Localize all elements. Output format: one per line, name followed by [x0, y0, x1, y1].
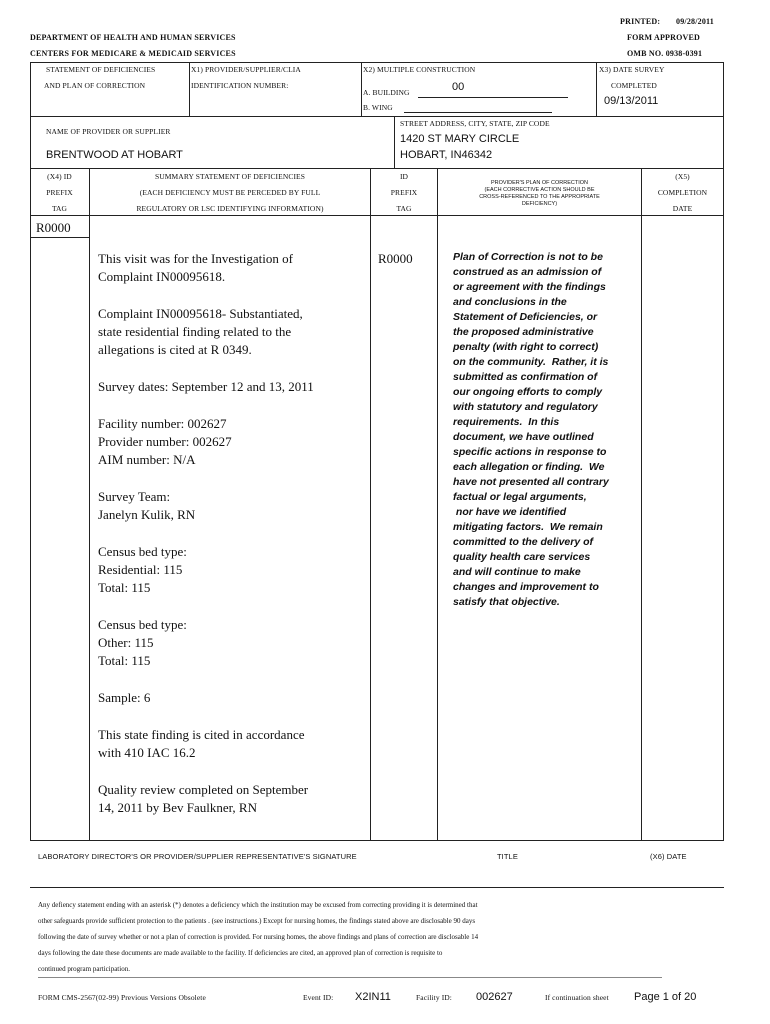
plan-of-correction — [453, 250, 638, 610]
x5-header-1: (X5) — [675, 172, 690, 181]
disclaimer-line: Any defiency statement ending with an asterisk (*) denotes a deficiency which the institution may be excused from correcting providing it is determined that — [38, 901, 478, 909]
summary-line: state residential finding related to the — [98, 324, 292, 339]
summary-line: This visit was for the Investigation of — [98, 251, 293, 266]
facility-label: Facility ID: — [416, 993, 452, 1002]
signature-label: LABORATORY DIRECTOR'S OR PROVIDER/SUPPLIER REPRESENTATIVE'S SIGNATURE — [38, 852, 357, 861]
centers-name: CENTERS FOR MEDICARE & MEDICAID SERVICES — [30, 49, 236, 58]
statement-label-2: AND PLAN OF CORRECTION — [44, 81, 146, 90]
summary-line: Provider number: 002627 — [98, 434, 232, 449]
plan-line: our ongoing efforts to comply — [453, 386, 603, 398]
provider-name-label: NAME OF PROVIDER OR SUPPLIER — [46, 127, 171, 136]
summary-line: Quality review completed on September — [98, 782, 309, 797]
summary-statement — [98, 250, 368, 836]
plan-line: on the community. Rather, it is — [453, 356, 609, 368]
summary-paragraph — [98, 415, 368, 469]
plan-line: with statutory and regulatory — [453, 401, 598, 413]
summary-line: Complaint IN00095618- Substantiated, — [98, 306, 303, 321]
wing-label: B. WING — [363, 103, 393, 112]
plan-line: specific actions in response to — [453, 446, 607, 458]
plan-line: submitted as confirmation of — [453, 371, 598, 383]
continuation-label: If continuation sheet — [545, 993, 609, 1002]
summary-paragraph — [98, 250, 368, 286]
summary-line: Census bed type: — [98, 544, 187, 559]
x5-header-3: DATE — [672, 204, 693, 213]
form-number: FORM CMS-2567(02-99) Previous Versions Obsolete — [38, 993, 206, 1002]
summary-line: Residential: 115 — [98, 562, 183, 577]
plan-line: committed to the delivery of — [453, 536, 594, 548]
summary-line: Survey dates: September 12 and 13, 2011 — [98, 379, 314, 394]
address-line-1: 1420 ST MARY CIRCLE — [400, 133, 520, 145]
x4-header-2: PREFIX — [46, 188, 73, 197]
x5-header-2: COMPLETION — [657, 188, 708, 197]
plan-line: requirements. In this — [453, 416, 560, 428]
building-value: 00 — [452, 81, 465, 93]
address-line-2: HOBART, IN46342 — [400, 149, 493, 161]
plan-line: Plan of Correction is not to be — [453, 251, 603, 263]
x6-date-label: (X6) DATE — [650, 852, 687, 861]
disclaimer-line: continued program participation. — [38, 965, 130, 973]
event-id: X2IN11 — [355, 991, 391, 1003]
department-name: DEPARTMENT OF HEALTH AND HUMAN SERVICES — [30, 33, 236, 42]
event-label: Event ID: — [303, 993, 334, 1002]
id-header-1: ID — [399, 172, 409, 181]
summary-line: Other: 115 — [98, 635, 154, 650]
summary-line: Facility number: 002627 — [98, 416, 227, 431]
plan-line: and will continue to make — [453, 566, 581, 578]
id-header-3: TAG — [396, 204, 412, 213]
disclaimer-line: other safeguards provide sufficient protection to the patients . (see instructions.) Except for nursing homes, the findings stated above are disclosable 90 days — [38, 917, 476, 925]
x3-label-2: COMPLETED — [611, 81, 657, 90]
plan-line: penalty (with right to correct) — [453, 341, 599, 353]
plan-line: document, we have outlined — [453, 431, 594, 443]
summary-line: Total: 115 — [98, 580, 151, 595]
summary-line: allegations is cited at R 0349. — [98, 342, 252, 357]
summary-paragraph — [98, 689, 368, 707]
summary-paragraph — [98, 543, 368, 597]
left-tag: R0000 — [36, 220, 71, 235]
x4-header-1: (X4) ID — [47, 172, 72, 181]
summary-paragraph — [98, 378, 368, 396]
plan-line: factual or legal arguments, — [453, 491, 587, 503]
title-label: TITLE — [497, 852, 518, 861]
disclaimer-line: following the date of survey whether or not a plan of correction is provided. For nursing homes, the above findings and plans of correction are disclosable 14 — [38, 933, 479, 941]
summary-header-1: SUMMARY STATEMENT OF DEFICIENCIES — [154, 172, 305, 181]
summary-paragraph — [98, 488, 368, 524]
building-label: A. BUILDING — [363, 88, 410, 97]
plan-line: or agreement with the findings — [453, 281, 606, 293]
disclaimer-line: days following the date these documents are made available to the facility. If deficiencies are cited, an approved plan of correction is requisite to — [38, 949, 443, 957]
summary-line: Census bed type: — [98, 617, 187, 632]
summary-line: 14, 2011 by Bev Faulkner, RN — [98, 800, 257, 815]
x1-label-2: IDENTIFICATION NUMBER: — [191, 81, 289, 90]
right-tag: R0000 — [378, 251, 413, 266]
plan-line: mitigating factors. We remain — [453, 521, 603, 533]
summary-paragraph — [98, 781, 368, 817]
summary-line: Complaint IN00095618. — [98, 269, 226, 284]
plan-line: Statement of Deficiencies, or — [453, 311, 598, 323]
facility-id: 002627 — [476, 991, 513, 1003]
summary-line: Survey Team: — [98, 489, 171, 504]
address-label: STREET ADDRESS, CITY, STATE, ZIP CODE — [400, 119, 550, 128]
x1-label-1: X1) PROVIDER/SUPPLIER/CLIA — [191, 65, 301, 74]
plan-line: quality health care services — [453, 551, 591, 563]
id-header-2: PREFIX — [390, 188, 418, 197]
printed-label: PRINTED: — [620, 17, 661, 26]
summary-line: This state finding is cited in accordance — [98, 727, 305, 742]
plan-line: construed as an admission of — [453, 266, 602, 278]
x2-label: X2) MULTIPLE CONSTRUCTION — [363, 65, 476, 74]
plan-line: and conclusions in the — [453, 296, 567, 308]
summary-paragraph — [98, 726, 368, 762]
plan-line: changes and improvement to — [453, 581, 599, 593]
statement-label-1: STATEMENT OF DEFICIENCIES — [46, 65, 156, 74]
x3-label-1: X3) DATE SURVEY — [599, 65, 665, 74]
plan-line: have not presented all contrary — [453, 476, 609, 488]
summary-paragraph — [98, 616, 368, 670]
page-number: Page 1 of 20 — [634, 991, 697, 1003]
summary-line: with 410 IAC 16.2 — [98, 745, 196, 760]
omb-number: OMB NO. 0938-0391 — [627, 49, 703, 58]
summary-header-2: (EACH DEFICIENCY MUST BE PERCEDED BY FULL — [139, 188, 321, 197]
summary-line: Total: 115 — [98, 653, 151, 668]
plan-line: each allegation or finding. We — [453, 461, 605, 473]
summary-line: Janelyn Kulik, RN — [98, 507, 196, 522]
x4-header-3: TAG — [51, 204, 68, 213]
summary-line: Sample: 6 — [98, 690, 151, 705]
plan-header: PROVIDER'S PLAN OF CORRECTION (EACH CORRECTIVE ACTION SHOULD BE CROSS-REFERENCED TO THE APPROPRIATE DEFICIENCY) — [479, 180, 600, 207]
plan-line: nor have we identified — [453, 506, 567, 518]
provider-name: BRENTWOOD AT HOBART — [46, 149, 183, 161]
plan-line: satisfy that objective. — [453, 596, 560, 608]
disclaimer — [38, 897, 478, 977]
summary-header-3: REGULATORY OR LSC IDENTIFYING INFORMATION) — [136, 204, 324, 213]
form-approved: FORM APPROVED — [627, 33, 701, 42]
summary-line: AIM number: N/A — [98, 452, 196, 467]
plan-line: the proposed administrative — [453, 326, 594, 338]
survey-completed-date: 09/13/2011 — [604, 95, 659, 107]
printed-date: 09/28/2011 — [676, 17, 715, 26]
summary-paragraph — [98, 305, 368, 359]
